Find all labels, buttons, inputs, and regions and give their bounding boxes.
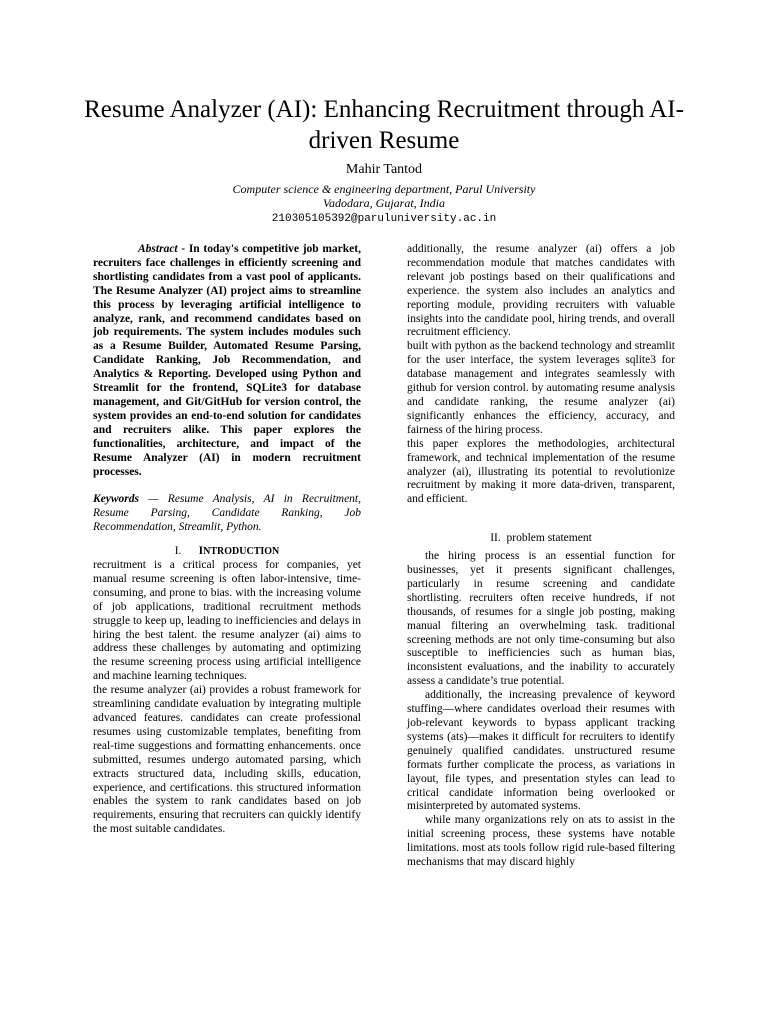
intro-paragraph-5: this paper explores the methodologies, architectural framework, and technical implementation of the resume analyzer (ai), illustrating its potential to revolutionize recruitment by making it more data-driven, transparent, and efficient. xyxy=(407,437,675,506)
keywords xyxy=(93,493,361,535)
intro-paragraph-3: additionally, the resume analyzer (ai) offers a job recommendation module that matches candidates with relevant job postings based on their qualifications and experience. the system also includes an analytics and reporting module, providing recruiters with valuable insights into the candidate pool, hiring trends, and overall recruitment efficiency. xyxy=(407,243,675,339)
left-column xyxy=(93,243,361,837)
section-title: NTRODUCTION xyxy=(203,546,280,558)
intro-paragraph-1: recruitment is a critical process for companies, yet manual resume screening is often labor-intensive, time-consuming, and prone to bias. with the increasing volume of job applications, traditional recruitment methods struggle to keep up, leading to inefficiencies and delays in hiring the best talent. the resume analyzer (ai) aims to address these challenges by automating and optimizing the resume screening process using artificial intelligence and machine learning techniques. xyxy=(93,559,361,683)
section-heading-introduction xyxy=(93,545,361,559)
keywords-label: Keywords xyxy=(93,493,139,506)
author-name: Mahir Tantod xyxy=(345,162,423,177)
problem-paragraph-2: additionally, the increasing prevalence of keyword stuffing—where candidates overload their resumes with job-relevant keywords to bypass applicant tracking systems (ats)—makes it difficult for recruiters to identify genuinely qualified candidates. unstructured resume formats further complicate the process, as variations in layout, file types, and presentation styles can lead to critical candidate information being overlooked or misinterpreted by automated systems. xyxy=(407,689,675,813)
right-column xyxy=(407,243,675,870)
abstract xyxy=(93,243,361,479)
paper-title: Resume Analyzer (AI): Enhancing Recruitment through AI-driven Resume xyxy=(84,96,684,154)
section-number: II. xyxy=(490,532,501,545)
intro-paragraph-4: built with python as the backend technology and streamlit for the user interface, the system leverages sqlite3 for database management and integrates seamlessly with github for version control. by automating resume analysis and candidate ranking, the resume analyzer (ai) significantly enhances the efficiency, accuracy, and fairness of the hiring process. xyxy=(407,340,675,436)
author-location: Vadodara, Gujarat, India xyxy=(322,196,445,210)
keywords-separator: — xyxy=(139,493,168,506)
section-title: problem statement xyxy=(506,532,592,545)
intro-paragraph-2: the resume analyzer (ai) provides a robust framework for streamlining candidate evaluation by integrating multiple advanced features. candidates can create professional resumes using customizable templates, benefiting from real-time suggestions and formatting enhancements. once submitted, resumes undergo automated parsing, which extracts structured data, including skills, education, experience, and certifications. this structured information enables the system to rank candidates based on job requirements, ensuring that recruiters can quickly identify the most suitable candidates. xyxy=(93,684,361,836)
author-email: 210305105392@paruluniversity.ac.in xyxy=(271,213,497,225)
problem-paragraph-1: the hiring process is an essential function for businesses, yet it presents significant challenges, particularly in resume screening and candidate shortlisting. recruiters often receive hundreds, if not thousands, of resumes for a single job posting, making manual filtering an overwhelming task. traditional screening methods are not only time-consuming but also susceptible to inefficiencies such as human bias, inconsistent evaluations, and the inability to accurately assess a candidate’s true potential. xyxy=(407,550,675,688)
abstract-label: Abstract xyxy=(138,243,178,255)
abstract-text: In today's competitive job market, recruiters face challenges in efficiently screening and shortlisting candidates from a vast pool of applicants. The Resume Analyzer (AI) project aims to streamline this process by leveraging artificial intelligence to analyze, rank, and recommend candidates based on job requirements. The system includes modules such as a Resume Builder, Automated Resume Parsing, Candidate Ranking, Job Recommendation, and Analytics & Reporting. Developed using Python and Streamlit for the frontend, SQLite3 for database management, and Git/GitHub for version control, the system provides an end-to-end solution for candidates and recruiters alike. This paper explores the functionalities, architecture, and impact of the Resume Analyzer (AI) in modern recruitment processes. xyxy=(93,243,361,478)
section-number: I. xyxy=(174,545,182,558)
author-affiliation: Computer science & engineering department, Parul University xyxy=(232,182,536,196)
abstract-separator: - xyxy=(177,243,189,255)
paper-header xyxy=(0,94,768,226)
section-initial: I xyxy=(198,545,204,558)
keywords-text: Resume Analysis, AI in Recruitment, Resume Parsing, Candidate Ranking, Job Recommendation, Streamlit, Python. xyxy=(93,493,361,534)
section-heading-problem-statement xyxy=(407,532,675,546)
problem-paragraph-3: while many organizations rely on ats to assist in the initial screening process, these systems have notable limitations. most ats tools follow rigid rule-based filtering mechanisms that may discard highly xyxy=(407,814,675,869)
